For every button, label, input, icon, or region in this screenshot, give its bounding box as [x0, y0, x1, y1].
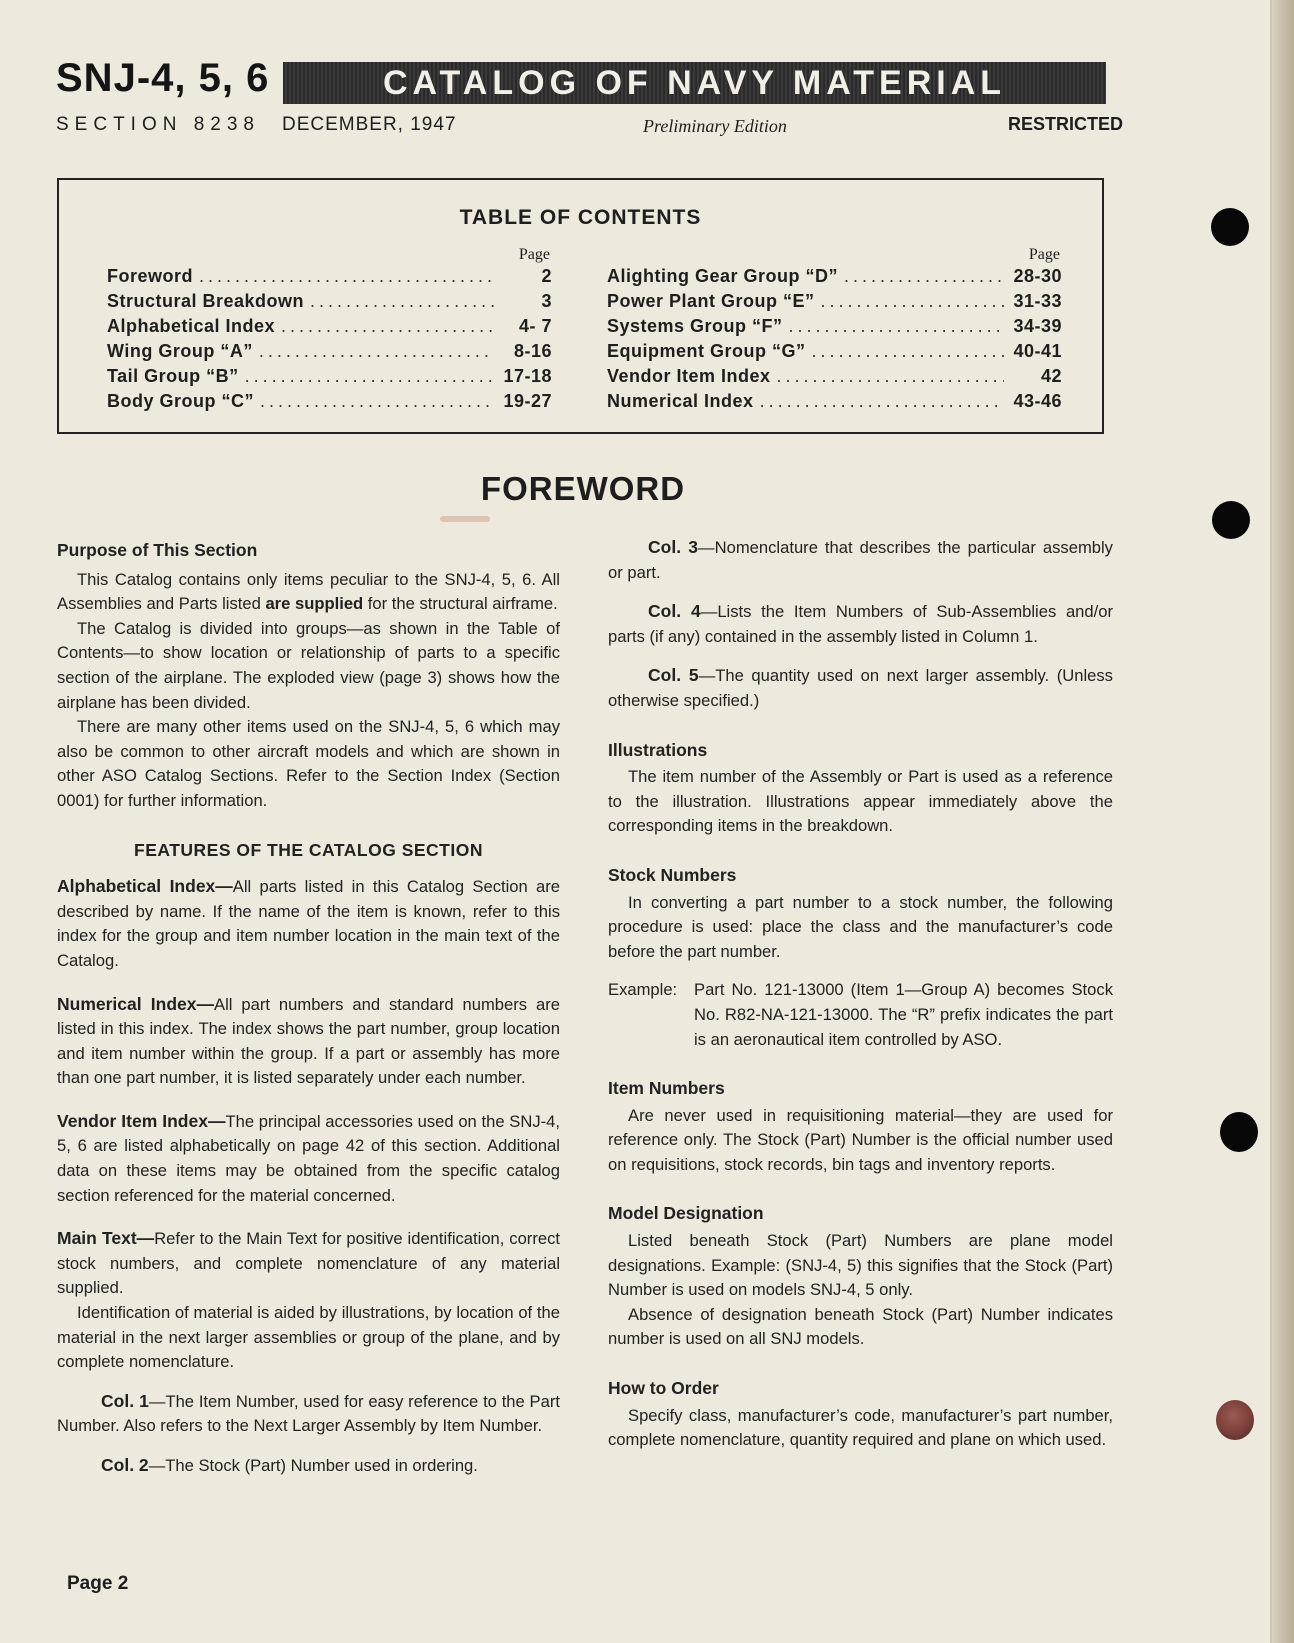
binder-hole	[1212, 501, 1250, 539]
toc-entry[interactable]: Wing Group “A” ..... 8-16	[107, 341, 552, 366]
how-to-order-heading: How to Order	[608, 1378, 719, 1399]
item-numbers-heading: Item Numbers	[608, 1078, 725, 1099]
publication-date: DECEMBER, 1947	[282, 114, 457, 135]
right-column	[608, 535, 1113, 1453]
main-text-paragraph: Main Text—Refer to the Main Text for positive identification, correct stock numbers, and complete nomenclature of any material supplied.	[57, 1228, 560, 1298]
how-to-order-paragraph: Specify class, manufacturer’s code, manufacturer’s part number, complete nomenclature, quantity required and plane on which used.	[608, 1405, 1113, 1450]
foreword-heading: FOREWORD	[480, 470, 686, 507]
toc-entry[interactable]: Numerical Index ..... 43-46	[607, 391, 1062, 416]
model-designation-paragraph: Listed beneath Stock (Part) Numbers are plane model designations. Example: (SNJ-4, 5) this signifies that the Stock (Part) Number is used on models SNJ-4, 5 only.	[608, 1231, 1113, 1300]
catalog-title: CATALOG OF NAVY MATERIAL	[382, 63, 1007, 102]
toc-column-right	[607, 246, 1062, 416]
toc-page-header: Page	[1028, 246, 1060, 263]
edition-label: Preliminary Edition	[643, 116, 787, 136]
stock-numbers-paragraph: In converting a part number to a stock number, the following procedure is used: place the class and the manufacturer’s code before the part number.	[608, 892, 1113, 961]
toc-entry[interactable]: Systems Group “F” ..... 34-39	[607, 316, 1062, 341]
left-column	[57, 538, 560, 1479]
stock-example	[608, 978, 1113, 1052]
toc-entry[interactable]: Vendor Item Index ..... 42	[607, 366, 1062, 391]
col3-paragraph: Col. 3—Nomenclature that describes the particular assembly or part.	[608, 537, 1113, 582]
purpose-paragraph-3: There are many other items used on the SNJ-4, 5, 6 which may also be common to other aircraft models and which are shown in other ASO Catalog Sections. Refer to the Section Index (Section 0001) for further information.	[57, 717, 560, 810]
toc-entry[interactable]: Tail Group “B” ..... 17-18	[107, 366, 552, 391]
table-of-contents	[57, 178, 1104, 434]
toc-entry[interactable]: Alighting Gear Group “D” ..... 28-30	[607, 266, 1062, 291]
toc-entry[interactable]: Equipment Group “G” ..... 40-41	[607, 341, 1062, 366]
col2-paragraph: Col. 2—The Stock (Part) Number used in ordering.	[101, 1455, 478, 1475]
binder-hole	[1220, 1112, 1258, 1152]
col5-paragraph: Col. 5—The quantity used on next larger assembly. (Unless otherwise specified.)	[608, 665, 1113, 710]
section-number: SECTION 8238	[56, 114, 260, 135]
col1-paragraph: Col. 1—The Item Number, used for easy reference to the Part Number. Also refers to the Next Larger Assembly by Item Number.	[57, 1390, 560, 1436]
toc-entry[interactable]: Alphabetical Index ..... 4- 7	[107, 316, 552, 341]
toc-page-header: Page	[518, 246, 550, 263]
item-numbers-paragraph: Are never used in requisitioning material—they are used for reference only. The Stock (Part) Number is the official number used on requisitions, stock records, bin tags and inventory reports.	[608, 1105, 1113, 1174]
purpose-paragraph-1: This Catalog contains only items peculiar to the SNJ-4, 5, 6. All Assemblies and Parts listed are supplied for the structural airframe.	[57, 569, 560, 614]
classification-label: RESTRICTED	[1008, 114, 1124, 134]
toc-column-left	[107, 246, 552, 416]
stock-numbers-heading: Stock Numbers	[608, 864, 737, 885]
page-edge	[1272, 0, 1294, 1643]
numerical-index-paragraph: Numerical Index—All part numbers and standard numbers are listed in this index. The index shows the part number, group location and item number within the group. If a part or assembly has more than one part number, it is listed separately under each number.	[57, 993, 560, 1088]
toc-entry[interactable]: Power Plant Group “E” ..... 31-33	[607, 291, 1062, 316]
purpose-heading: Purpose of This Section	[57, 540, 258, 560]
toc-title: TABLE OF CONTENTS	[459, 206, 702, 229]
illustrations-heading: Illustrations	[608, 739, 708, 760]
model-designation-heading: Model Designation	[608, 1203, 764, 1224]
illustrations-paragraph: The item number of the Assembly or Part is used as a reference to the illustration. Illustrations appear immediately above the corresponding items in the breakdown.	[608, 767, 1113, 836]
alphabetical-index-paragraph: Alphabetical Index—All parts listed in this Catalog Section are described by name. If the name of the item is known, refer to this index for the group and item number location in the main text of the Catalog.	[57, 876, 560, 970]
page-number: Page 2	[67, 1573, 129, 1594]
col4-paragraph: Col. 4—Lists the Item Numbers of Sub-Assemblies and/or parts (if any) contained in the assembly listed in Column 1.	[608, 601, 1113, 646]
binder-hole	[1211, 208, 1249, 246]
example-text: Part No. 121-13000 (Item 1—Group A) becomes Stock No. R82-NA-121-13000. The “R” prefix indicates the part is an aeronautical item controlled by ASO.	[694, 980, 1113, 1049]
toc-entry[interactable]: Body Group “C” ..... 19-27	[107, 391, 552, 416]
absence-paragraph: Absence of designation beneath Stock (Part) Number indicates number is used on all SNJ models.	[608, 1304, 1113, 1349]
binder-hole	[1216, 1400, 1254, 1440]
toc-entry[interactable]: Structural Breakdown ..... 3	[107, 291, 552, 316]
model-designation: SNJ-4, 5, 6	[56, 56, 270, 100]
toc-entry[interactable]: Foreword ..... 2	[107, 266, 552, 291]
features-heading: FEATURES OF THE CATALOG SECTION	[134, 839, 483, 860]
vendor-index-paragraph: Vendor Item Index—The principal accessories used on the SNJ-4, 5, 6 are listed alphabetically on page 42 of this section. Additional data on these items may be obtained from the specific catalog section referenced for the material concerned.	[57, 1110, 560, 1205]
identification-paragraph: Identification of material is aided by illustrations, by location of the material in the next larger assemblies or group of the plane, and by complete nomenclature.	[57, 1303, 560, 1372]
purpose-paragraph-2: The Catalog is divided into groups—as shown in the Table of Contents—to show location or relationship of parts to a specific section of the airplane. The exploded view (page 3) shows how the airplane has been divided.	[57, 618, 560, 712]
title-banner	[283, 62, 1106, 104]
example-label: Example:	[608, 980, 678, 1000]
paper-smudge	[440, 516, 490, 522]
